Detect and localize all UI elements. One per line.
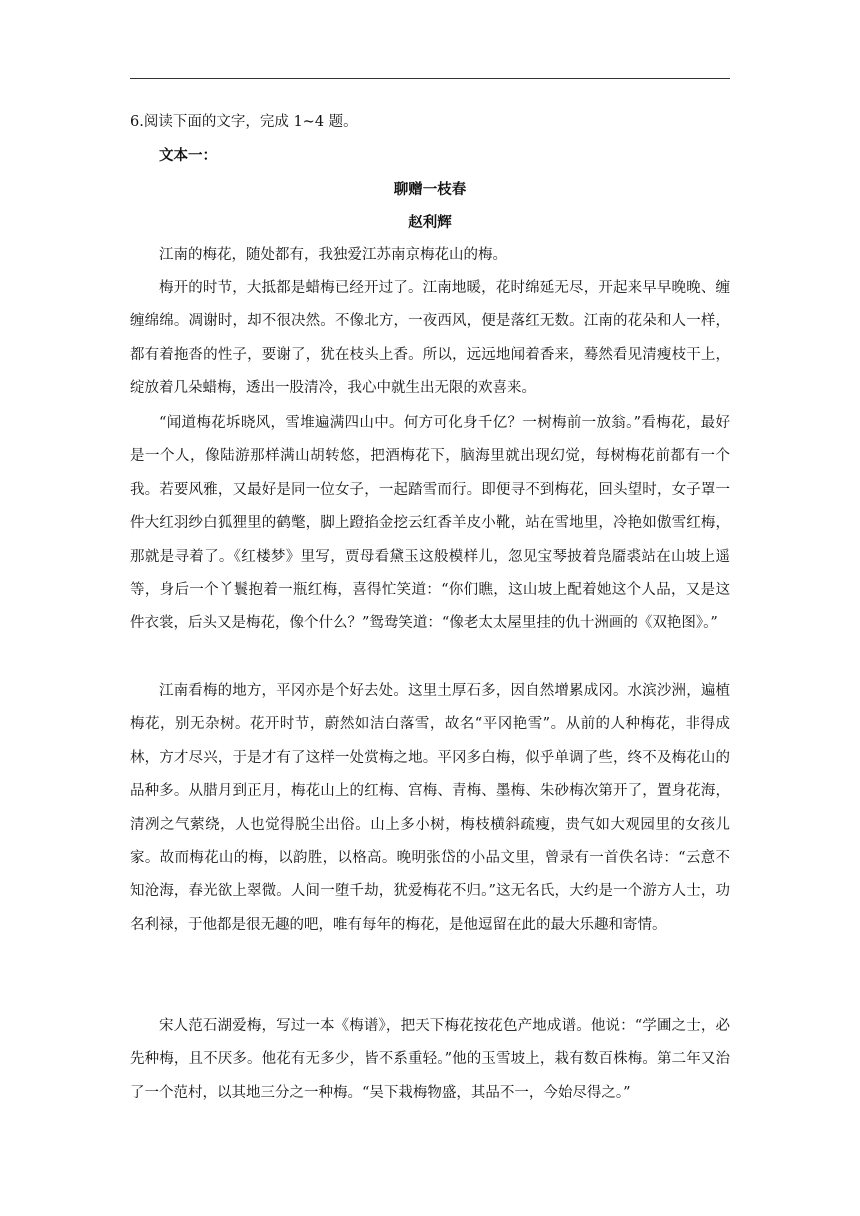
section-label: 文本一： bbox=[159, 147, 217, 164]
paragraph-3: “闻道梅花坼晓风，雪堆遍满四山中。何方可化身千亿？一树梅前一放翁。”看梅花，最好是一个人，像陆游那样满山胡转悠，把酒梅花下，脑海里就出现幻觉，每树梅花前都有一个我。若要风雅，又最好是同一位女子，一起踏雪而行。即便寻不到梅花，回头望时，女子罩一件大红羽纱白狐狸里的鹤氅，脚上蹬掐金挖云红香羊皮小靴，站在雪地里，冷艳如傲雪红梅，那就是寻着了。《红楼梦》里写，贾母看黛玉这般模样儿，忽见宝琴披着凫靥裘站在山坡上遥等，身后一个丫鬟抱着一瓶红梅，喜得忙笑道：“你们瞧，这山坡上配着她这个人品，又是这件衣裳，后头又是梅花，像个什么？”鸳鸯笑道：“像老太太屋里挂的仇十洲画的《双艳图》。” bbox=[130, 415, 730, 632]
paragraph-5: 宋人范石湖爱梅，写过一本《梅谱》，把天下梅花按花色产地成谱。他说：“学圃之士，必先种梅，且不厌多。他花有无多少，皆不系重轻。”他的玉雪坡上，栽有数百株梅。第二年又治了一个范村，以其地三分之一种梅。“吴下栽梅物盛，其品不一，今始尽得之。” bbox=[130, 1018, 730, 1101]
article-author: 赵利辉 bbox=[408, 214, 452, 231]
article-title: 聊赠一枝春 bbox=[393, 181, 467, 198]
paragraph-1: 江南的梅花，随处都有，我独爱江苏南京梅花山的梅。 bbox=[159, 247, 507, 263]
question-intro: 6.阅读下面的文字，完成 1~4 题。 bbox=[130, 114, 358, 130]
paragraph-4: 江南看梅的地方，平冈亦是个好去处。这里土厚石多，因自然增累成冈。水滨沙洲，遍植梅花，别无杂树。花开时节，蔚然如洁白落雪，故名“平冈艳雪”。从前的人种梅花，非得成林，方才尽兴，于是才有了这样一处赏梅之地。平冈多白梅，似乎单调了些，终不及梅花山的品种多。从腊月到正月，梅花山上的红梅、宫梅、青梅、墨梅、朱砂梅次第开了，置身花海，清冽之气萦绕，人也觉得脱尘出俗。山上多小树，梅枝横斜疏瘦，贵气如大观园里的女孩儿家。故而梅花山的梅，以韵胜，以格高。晚明张岱的小品文里，曾录有一首佚名诗：“云意不知沧海，春光欲上翠微。人间一堕千劫，犹爱梅花不归。”这无名氏，大约是一个游方人士，功名利禄，于他都是很无趣的吧，唯有每年的梅花，是他逗留在此的最大乐趣和寄情。 bbox=[130, 683, 730, 933]
paragraph-2: 梅开的时节，大抵都是蜡梅已经开过了。江南地暖，花时绵延无尽，开起来早早晚晚、缠缠绵绵。凋谢时，却不很决然。不像北方，一夜西风，便是落红无数。江南的花朵和人一样，都有着拖沓的性子，要谢了，犹在枝头上香。所以，远远地闻着香来，蓦然看见清瘦枝干上，绽放着几朵蜡梅，透出一股清冷，我心中就生出无限的欢喜来。 bbox=[130, 280, 730, 397]
header-rule bbox=[130, 78, 730, 79]
